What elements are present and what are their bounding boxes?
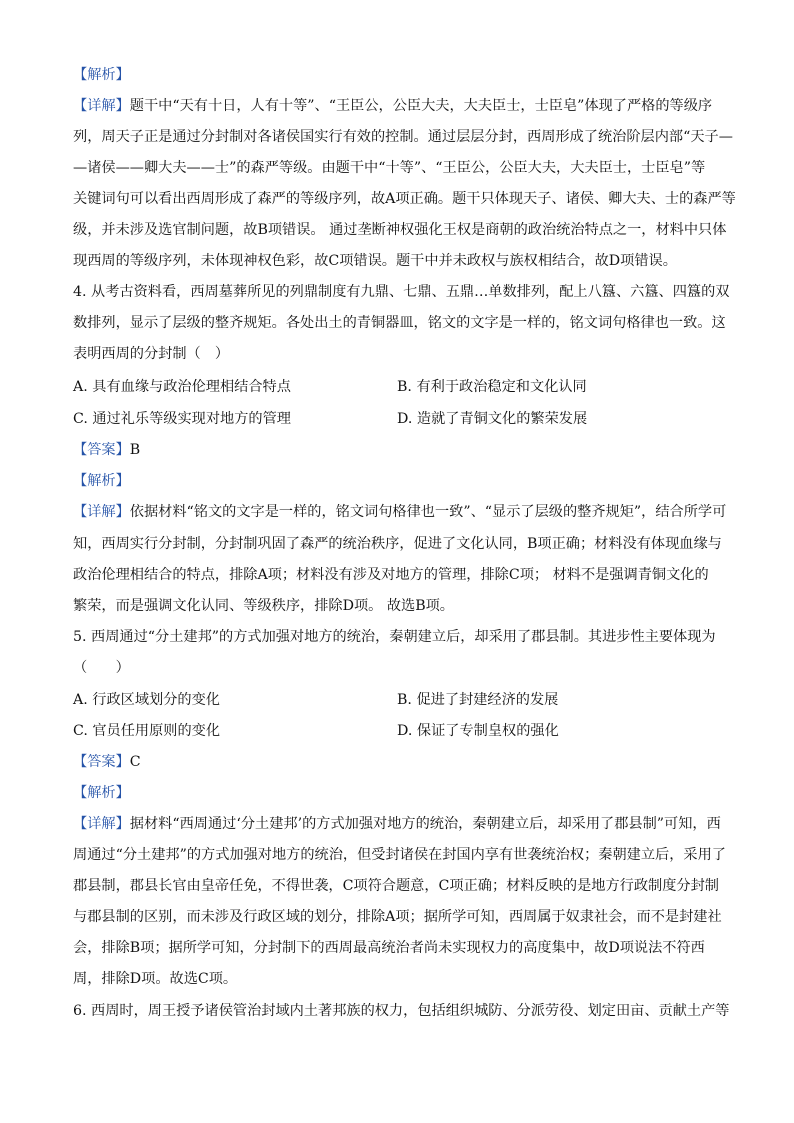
q4-detail-line: 政治伦理相结合的特点，排除A项；材料没有涉及对地方的管理，排除C项； 材料不是强调青铜文化的 [73,567,709,583]
q5-detail-line: 郡县制，郡县长官由皇帝任免，不得世袭，C项符合题意，C项正确；材料反映的是地方行政制度分封制 [73,878,719,894]
q4-stem-line: 4. 从考古资料看，西周墓葬所见的列鼎制度有九鼎、七鼎、五鼎…单数排列，配上八簋、六簋、四簋的双 [73,284,730,300]
q4-option-c: C. 通过礼乐等级实现对地方的管理 [73,411,291,427]
detail-tag: 【详解】 [73,504,130,520]
q3-detail-line: —诸侯——卿大夫——士”的森严等级。由题干中“十等”、“王臣公，公臣大夫，大夫臣士，士臣皂”等 [73,160,706,176]
q4-answer [73,440,744,460]
q5-detail-line: 周通过“分土建邦”的方式加强对地方的统治，但受封诸侯在封国内享有世袭统治权；秦朝建立后，采用了 [73,847,726,863]
q5-detail-line: 与郡县制的区别，而未涉及行政区域的划分，排除A项；据所学可知，西周属于奴隶社会，而不是封建社 [73,909,722,925]
q3-analysis-heading: 【解析】 [73,67,130,83]
q5-option-a: A. 行政区域划分的变化 [73,692,220,708]
q4-option-a: A. 具有血缘与政治伦理相结合特点 [73,379,291,395]
q5-stem-line: 5. 西周通过“分土建邦”的方式加强对地方的统治，秦朝建立后，却采用了郡县制。其进步性主要体现为 [73,629,716,645]
q3-detail-line: 现西周的等级序列，未体现神权色彩，故C项错误。题干中并未政权与族权相结合，故D项错误。 [73,253,677,269]
q3-detail-line: 【详解】题干中“天有十日，人有十等”、“王臣公，公臣大夫，大夫臣士，士臣皂”体现了严格的等级序 [73,98,713,114]
answer-value: B [129,442,141,458]
q4-option-b: B. 有利于政治稳定和文化认同 [397,379,587,395]
q4-options-row [73,377,733,397]
q4-option-d: D. 造就了青铜文化的繁荣发展 [397,411,588,427]
answer-tag: 【答案】 [73,754,130,770]
q3-detail-line: 列，周天子正是通过分封制对各诸侯国实行有效的控制。通过层层分封，西周形成了统治阶层内部“天子— [73,129,733,145]
q4-stem-line: 表明西周的分封制（ ） [73,346,230,362]
q6-stem-line: 6. 西周时，周王授予诸侯管治封域内土著邦族的权力，包括组织城防、分派劳役、划定田亩、贡献土产等 [73,1003,730,1019]
detail-tag: 【详解】 [73,98,130,114]
q5-option-c: C. 官员任用原则的变化 [73,723,221,739]
q5-option-b: B. 促进了封建经济的发展 [397,692,559,708]
q5-detail-line: 周，排除D项。故选C项。 [73,971,238,987]
answer-tag: 【答案】 [73,442,130,458]
q4-analysis-heading: 【解析】 [73,473,130,489]
q4-detail-line: 繁荣，而是强调文化认同、等级秩序，排除D项。 故选B项。 [73,598,455,614]
q5-detail-line: 会，排除B项；据所学可知，分封制下的西周最高统治者尚未实现权力的高度集中，故D项说法不符西 [73,940,705,956]
answer-value: C [129,754,141,770]
q4-stem-line: 数排列，显示了层级的整齐规矩。各处出土的青铜器皿，铭文的文字是一样的，铭文词句格律也一致。这 [73,315,726,331]
detail-tag: 【详解】 [73,816,130,832]
q5-options-row [73,690,733,710]
q4-detail-line: 【详解】依据材料“铭文的文字是一样的，铭文词句格律也一致”、“显示了层级的整齐规矩”，结合所学可 [73,504,727,520]
q5-stem-line: （ ） [73,660,130,676]
q5-analysis-heading: 【解析】 [73,785,130,801]
q3-detail-line: 级，并未涉及选官制问题，故B项错误。 通过垄断神权强化王权是商朝的政治统治特点之一，材料中只体 [73,222,727,238]
q5-options-row [73,721,733,741]
q4-detail-line: 知，西周实行分封制，分封制巩固了森严的统治秩序，促进了文化认同，B项正确；材料没有体现血缘与 [73,536,722,552]
q5-detail-line: 【详解】据材料“西周通过‘分土建邦’的方式加强对地方的统治，秦朝建立后，却采用了郡县制”可知，西 [73,816,721,832]
q3-detail-line: 关键词句可以看出西周形成了森严的等级序列，故A项正确。题干只体现天子、诸侯、卿大夫、士的森严等 [73,191,736,207]
q4-options-row [73,409,733,429]
q5-answer [73,752,744,772]
q5-option-d: D. 保证了专制皇权的强化 [397,723,559,739]
